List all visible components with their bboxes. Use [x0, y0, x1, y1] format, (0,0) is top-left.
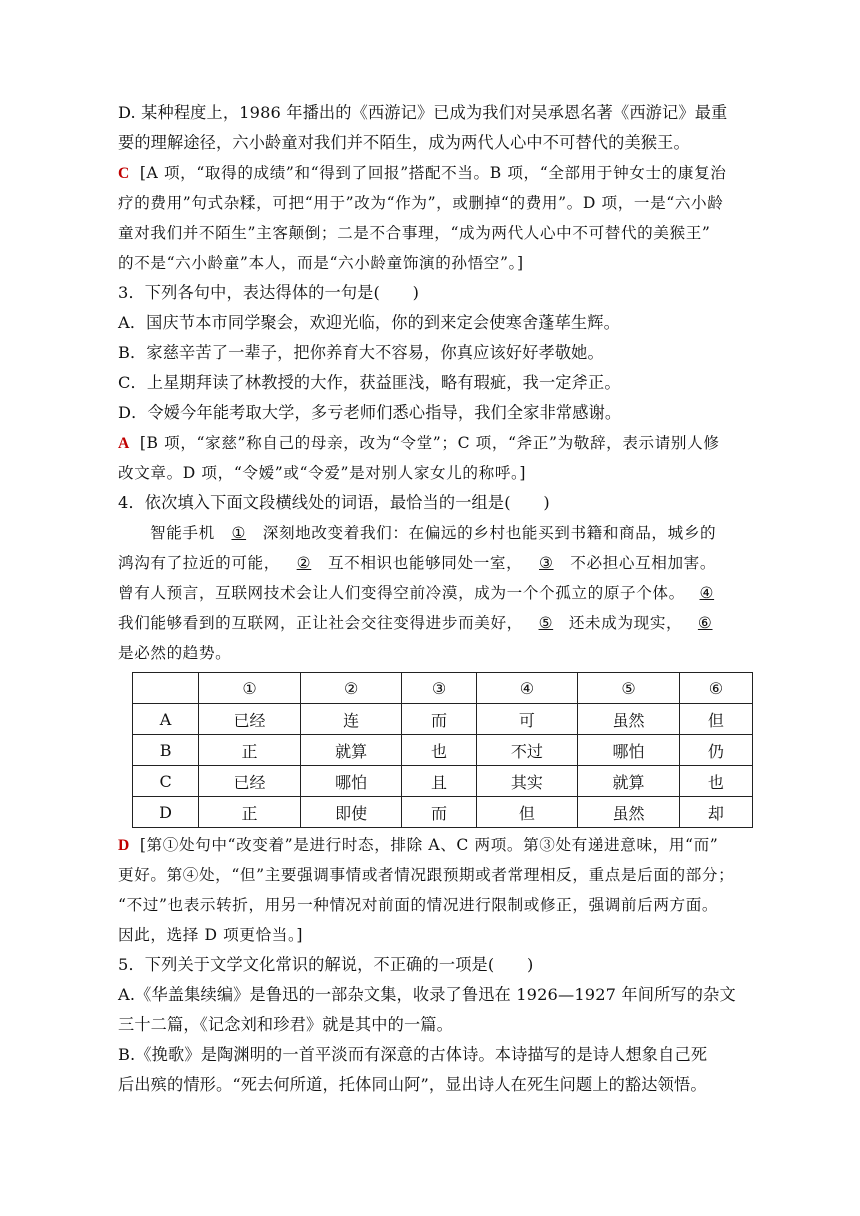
- table-header-row: [133, 673, 753, 704]
- q3-option-d: D．令嫒今年能考取大学，多亏老师们悉心指导，我们全家非常感谢。: [118, 403, 622, 422]
- table-row: [133, 735, 753, 766]
- table-cell: 不过: [476, 735, 578, 766]
- table-header-cell: ①: [199, 673, 301, 704]
- q2-option-d-line1: D. 某种程度上，1986 年播出的《西游记》已成为我们对吴承恩名著《西游记》最重: [118, 103, 728, 122]
- q4-passage-line1: [118, 518, 758, 548]
- q4-passage-text: 深刻地改变着我们：在偏远的乡村也能买到书籍和商品，城乡的: [262, 524, 717, 542]
- table-cell: 虽然: [578, 797, 680, 828]
- q4-blank-2: ②: [296, 554, 312, 572]
- q4-passage-text: 不必担心互相加害。: [570, 554, 717, 572]
- q4-passage-text: 智能手机: [150, 524, 215, 542]
- table-cell: 也: [679, 766, 752, 797]
- table-row: [133, 797, 753, 828]
- table-header-cell: ⑥: [679, 673, 752, 704]
- q5-option-a-line1: A.《华盖集续编》是鲁迅的一部杂文集，收录了鲁迅在 1926—1927 年间所写的杂文: [118, 985, 736, 1004]
- table-header-cell: ④: [476, 673, 578, 704]
- q4-blank-5: ⑤: [538, 614, 554, 632]
- table-row: [133, 766, 753, 797]
- q3-stem: 3．下列各句中，表达得体的一句是( ): [118, 283, 420, 302]
- q4-passage-text: 还未成为现实，: [568, 614, 683, 632]
- q3-answer-letter: A: [118, 435, 130, 452]
- q4-passage-text: 曾有人预言，互联网技术会让人们变得空前冷漠，成为一个个孤立的原子个体。: [118, 584, 685, 602]
- table-cell: 也: [402, 735, 476, 766]
- q4-passage-line3: [118, 578, 758, 608]
- q4-options-table: [132, 672, 753, 828]
- q3-explanation-text: [B 项，“家慈”称自己的母亲，改为“令堂”；C 项，“斧正”为敬辞，表示请别人修: [139, 434, 720, 452]
- q2-explanation-text: [A 项，“取得的成绩”和“得到了回报”搭配不当。B 项，“全部用于钟女士的康复治: [139, 164, 727, 182]
- table-cell: 就算: [578, 766, 680, 797]
- q4-blank-3: ③: [538, 554, 554, 572]
- q5-stem: 5．下列关于文学文化常识的解说，不正确的一项是( ): [118, 955, 534, 974]
- table-cell: 仍: [679, 735, 752, 766]
- table-header-cell: [133, 673, 199, 704]
- q4-passage-text: 我们能够看到的互联网，正让社会交往变得进步而美好，: [118, 614, 523, 632]
- q4-explanation-line1: [118, 830, 758, 860]
- table-cell: 正: [199, 797, 301, 828]
- table-cell: 哪怕: [578, 735, 680, 766]
- q2-explanation-line4: 的不是“六小龄童”本人，而是“六小龄童饰演的孙悟空”。]: [118, 254, 524, 272]
- table-cell: A: [133, 704, 199, 735]
- q4-explanation-line4: 因此，选择 D 项更恰当。]: [118, 926, 304, 944]
- q3-explanation-line1: [118, 428, 758, 458]
- table-row: [133, 704, 753, 735]
- table-cell: 正: [199, 735, 301, 766]
- document-page: [118, 98, 758, 1100]
- table-cell: 但: [679, 704, 752, 735]
- q4-passage-line5: 是必然的趋势。: [118, 644, 232, 662]
- table-cell: 其实: [476, 766, 578, 797]
- q4-stem: 4．依次填入下面文段横线处的词语，最恰当的一组是( ): [118, 493, 550, 512]
- table-cell: 可: [476, 704, 578, 735]
- q5-option-b-line1: B.《挽歌》是陶渊明的一首平淡而有深意的古体诗。本诗描写的是诗人想象自己死: [118, 1045, 708, 1064]
- table-header-cell: ③: [402, 673, 476, 704]
- table-cell: D: [133, 797, 199, 828]
- q3-explanation-line2: 改文章。D 项，“令嫒”或“令爱”是对别人家女儿的称呼。]: [118, 464, 527, 482]
- table-cell: 但: [476, 797, 578, 828]
- table-cell: 就算: [300, 735, 402, 766]
- q3-option-b: B．家慈辛苦了一辈子，把你养育大不容易，你真应该好好孝敬她。: [118, 343, 604, 362]
- q5-option-b-line2: 后出殡的情形。“死去何所道，托体同山阿”，显出诗人在死生问题上的豁达领悟。: [118, 1075, 707, 1094]
- q4-explanation-text: [第①处句中“改变着”是进行时态，排除 A、C 两项。第③处有递进意味，用“而”: [139, 836, 719, 854]
- q2-explanation-line1: [118, 158, 758, 188]
- q2-answer-letter: C: [118, 165, 130, 182]
- q3-option-a: A．国庆节本市同学聚会，欢迎光临，你的到来定会使寒舍蓬荜生辉。: [118, 313, 620, 332]
- q4-answer-letter: D: [118, 837, 130, 854]
- table-header-cell: ⑤: [578, 673, 680, 704]
- q4-explanation-line2: 更好。第④处，“但”主要强调事情或者情况跟预期或者常理相反，重点是后面的部分；: [118, 866, 735, 884]
- table-cell: 连: [300, 704, 402, 735]
- q4-blank-1: ①: [231, 524, 247, 542]
- table-cell: 哪怕: [300, 766, 402, 797]
- table-cell: 而: [402, 704, 476, 735]
- q2-option-d-line2: 要的理解途径，六小龄童对我们并不陌生，成为两代人心中不可替代的美猴王。: [118, 133, 690, 152]
- table-cell: C: [133, 766, 199, 797]
- table-header-cell: ②: [300, 673, 402, 704]
- table-cell: 且: [402, 766, 476, 797]
- q4-blank-4: ④: [699, 584, 715, 602]
- table-cell: 即使: [300, 797, 402, 828]
- q4-passage-text: 互不相识也能够同处一室，: [327, 554, 523, 572]
- q3-option-c: C．上星期拜读了林教授的大作，获益匪浅，略有瑕疵，我一定斧正。: [118, 373, 621, 392]
- q5-option-a-line2: 三十二篇，《记念刘和珍君》就是其中的一篇。: [118, 1015, 453, 1034]
- q4-explanation-line3: “不过”也表示转折，用另一种情况对前面的情况进行限制或修正，强调前后两方面。: [118, 896, 719, 914]
- table-cell: 已经: [199, 704, 301, 735]
- table-cell: 却: [679, 797, 752, 828]
- table-cell: 已经: [199, 766, 301, 797]
- table-cell: 而: [402, 797, 476, 828]
- q2-explanation-line2: 疗的费用”句式杂糅，可把“用于”改为“作为”，或删掉“的费用”。D 项，一是“六小龄: [118, 194, 724, 212]
- q4-passage-line4: [118, 608, 758, 638]
- q4-passage-line2: [118, 548, 758, 578]
- table-cell: 虽然: [578, 704, 680, 735]
- q4-passage-text: 鸿沟有了拉近的可能，: [118, 554, 280, 572]
- q4-blank-6: ⑥: [697, 614, 713, 632]
- q2-explanation-line3: 童对我们并不陌生”主客颠倒；二是不合事理，“成为两代人心中不可替代的美猴王”: [118, 224, 711, 242]
- table-cell: B: [133, 735, 199, 766]
